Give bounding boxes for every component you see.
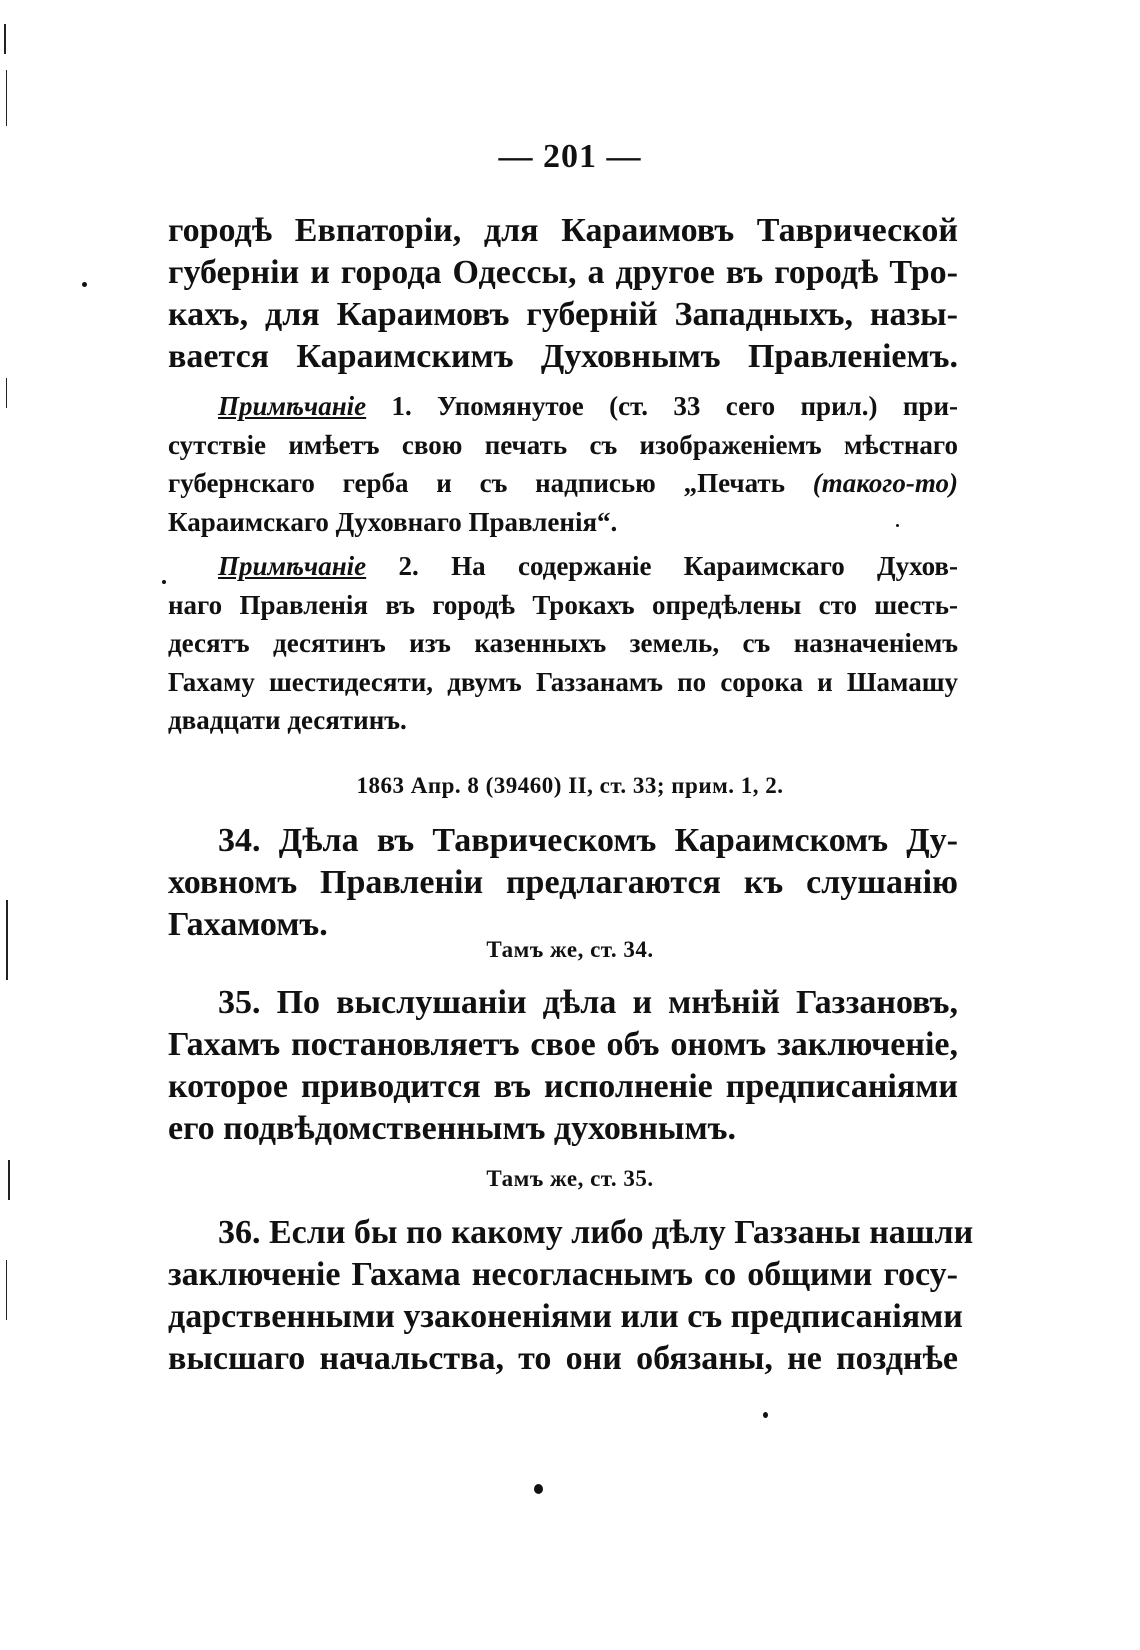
speck <box>82 282 87 287</box>
text-line <box>168 547 958 586</box>
text-line: Гахаму шестидесяти, двумъ Газзанамъ по сорока и Шамашу <box>168 666 958 697</box>
text-line: ховномъ Правленіи предлагаются къ слушанію <box>168 864 958 901</box>
scan-edge-mark <box>6 1260 7 1320</box>
article-35 <box>168 982 958 1150</box>
note-text: губернскаго герба и съ надписью „Печать <box>168 468 813 498</box>
page-number: — 201 — <box>498 138 642 175</box>
text-line: высшаго начальства, то они обязаны, не позднѣе <box>168 1340 958 1377</box>
text-line: его подвѣдомственнымъ духовнымъ. <box>168 1110 736 1147</box>
note-2 <box>168 547 958 740</box>
text-line: Караимскаго Духовнаго Правленія“. <box>168 506 618 537</box>
text-line: городѣ Евпаторіи, для Караимовъ Таврической <box>168 212 958 249</box>
text-line: 36. Если бы по какому либо дѣлу Газзаны нашли <box>218 1214 974 1251</box>
citation: Тамъ же, ст. 35. <box>486 1166 654 1191</box>
note-text: 2. На содержаніе Караимскаго Духов- <box>366 551 958 581</box>
text-line: десятъ десятинъ изъ казенныхъ земель, съ назначеніемъ <box>168 628 958 658</box>
article-36 <box>168 1212 974 1380</box>
scan-edge-mark <box>6 378 7 408</box>
text-line: наго Правленія въ городѣ Трокахъ опредѣлены сто шесть- <box>168 589 958 620</box>
text-line: двадцати десятинъ. <box>168 705 407 735</box>
note-text: 1. Упомянутое (ст. 33 сего прил.) при- <box>366 391 958 421</box>
citation: 1863 Апр. 8 (39460) II, ст. 33; прим. 1, 2. <box>356 773 784 798</box>
note-label: Примѣчаніе <box>218 391 367 421</box>
article-34 <box>168 820 958 946</box>
note-1 <box>168 387 958 541</box>
italic-text: (такого-то) <box>812 468 958 498</box>
text-line: заключеніе Гахама несогласнымъ со общими госу- <box>168 1256 958 1293</box>
note-label: Примѣчаніе <box>218 551 367 581</box>
text-line: которое приводится въ исполненіе предписаніями <box>168 1068 958 1105</box>
speck <box>534 1484 543 1494</box>
citation: Тамъ же, ст. 34. <box>486 937 654 962</box>
text-line: 35. По выслушаніи дѣла и мнѣній Газзановъ, <box>218 984 958 1021</box>
intro-paragraph <box>168 210 958 378</box>
text-line: 34. Дѣла въ Таврическомъ Караимскомъ Ду- <box>218 822 958 859</box>
text-line: вается Караимскимъ Духовнымъ Правленіемъ. <box>168 338 958 375</box>
scan-edge-mark <box>4 24 6 54</box>
text-line <box>168 387 958 426</box>
speck <box>162 580 166 584</box>
text-line <box>168 464 958 503</box>
scan-edge-mark <box>6 70 7 126</box>
text-line: Гахамомъ. <box>168 906 328 943</box>
text-line: кахъ, для Караимовъ губерній Западныхъ, назы- <box>168 296 958 333</box>
speck <box>763 1412 768 1418</box>
text-line: сутствіе имѣетъ свою печать съ изображеніемъ мѣстнаго <box>168 429 958 460</box>
text-line: Гахамъ постановляетъ свое объ ономъ заключеніе, <box>168 1026 958 1063</box>
text-line: дарственными узаконеніями или съ предписаніями <box>168 1298 963 1335</box>
text-line: губерніи и города Одессы, а другое въ городѣ Тро- <box>168 254 958 291</box>
